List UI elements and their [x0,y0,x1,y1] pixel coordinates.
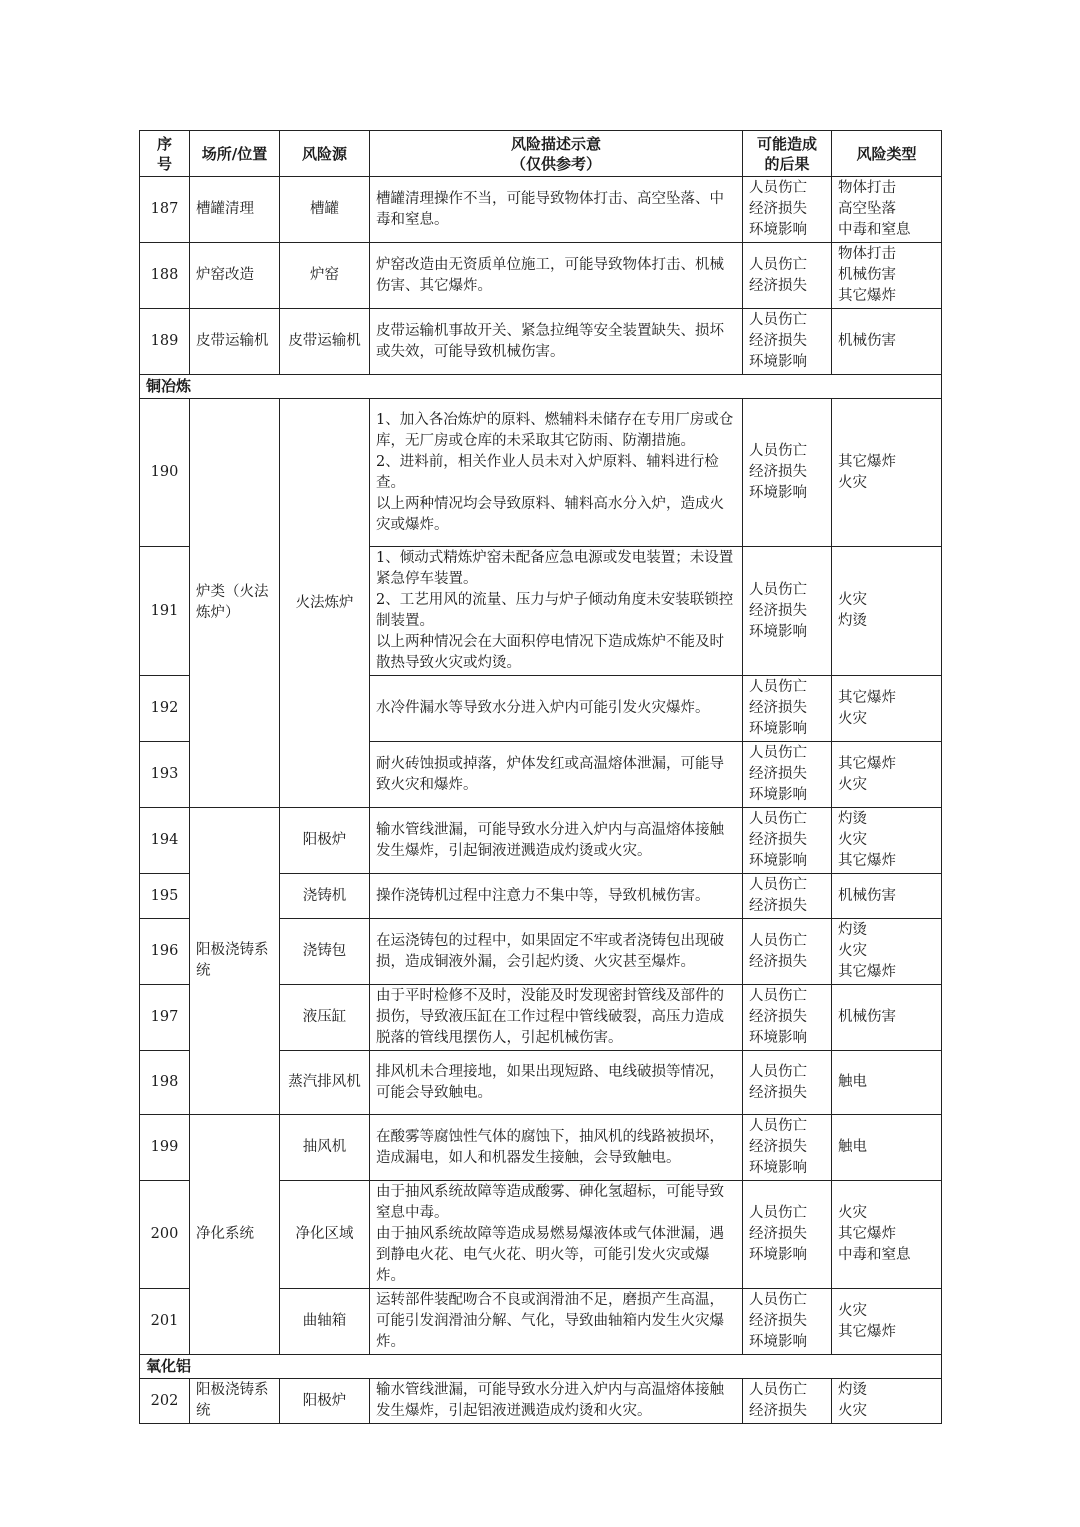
consequence-item: 人员伤亡 [749,1063,807,1080]
row-no: 202 [140,1379,190,1424]
row-type [832,243,942,309]
section-row [140,375,942,399]
type-item: 灼烫 [838,811,867,827]
header-location: 场所/位置 [190,131,280,177]
row-type [832,399,942,547]
row-desc [370,399,743,547]
type-item: 火灾 [838,592,867,608]
type-item: 其它爆炸 [838,453,896,470]
consequence-item: 环境影响 [749,1247,807,1263]
row-consequence [743,1051,832,1115]
consequence-item: 经济损失 [749,953,807,970]
type-item: 其它爆炸 [838,1323,896,1340]
consequence-item: 人员伤亡 [749,811,807,827]
desc-line: 2、工艺用风的流量、压力与炉子倾动角度未安装联锁控制装置。 [376,592,734,629]
desc-line: 皮带运输机事故开关、紧急拉绳等安全装置缺失、损坏或失效，可能导致机械伤害。 [376,322,724,360]
consequence-item: 环境影响 [749,721,807,737]
row-location: 槽罐清理 [190,177,280,243]
row-type [832,1181,942,1289]
type-item: 灼烫 [838,613,867,629]
row-consequence [743,1115,832,1181]
type-item: 触电 [838,1139,867,1155]
consequence-item: 人员伤亡 [749,1205,807,1221]
row-desc [370,1115,743,1181]
consequence-item: 经济损失 [749,700,807,716]
consequence-item: 环境影响 [749,787,807,803]
row-desc [370,1181,743,1289]
type-item: 中毒和窒息 [838,222,911,238]
row-consequence [743,808,832,874]
row-no: 196 [140,919,190,985]
consequence-item: 经济损失 [749,464,807,480]
header-consequence: 可能造成的后果 [743,131,832,177]
row-location: 净化系统 [190,1115,280,1355]
desc-line: 1、加入各冶炼炉的原料、燃辅料未储存在专用厂房或仓库，无厂房或仓库的未采取其它防雨、防潮措施。 [376,411,734,449]
type-item: 物体打击 [838,246,896,262]
row-no: 200 [140,1181,190,1289]
table-row [140,1115,942,1181]
table-row [140,399,942,547]
table-row [140,243,942,309]
consequence-item: 经济损失 [749,277,807,294]
row-consequence [743,985,832,1051]
row-location: 炉类（火法炼炉） [190,399,280,808]
desc-line: 在运浇铸包的过程中，如果固定不牢或者浇铸包出现破损，造成铜液外漏，会引起灼烫、火灾甚至爆炸。 [376,932,724,970]
header-no: 序号 [140,131,190,177]
row-source: 火法炼炉 [280,399,370,808]
consequence-item: 环境影响 [749,853,807,869]
header-source: 风险源 [280,131,370,177]
desc-line: 输水管线泄漏，可能导致水分进入炉内与高温熔体接触发生爆炸，引起铜液迸溅造成灼烫或火灾。 [376,821,724,859]
consequence-item: 环境影响 [749,485,807,501]
type-item: 火灾 [838,474,867,491]
type-item: 其它爆炸 [838,288,896,304]
row-desc [370,243,743,309]
type-item: 火灾 [838,1205,867,1221]
consequence-item: 经济损失 [749,1313,807,1329]
row-no: 192 [140,676,190,742]
row-source: 液压缸 [280,985,370,1051]
desc-line: 运转部件装配吻合不良或润滑油不足，磨损产生高温，可能引发润滑油分解、气化，导致曲轴箱内发生火灾爆炸。 [376,1292,724,1350]
row-no: 201 [140,1289,190,1355]
row-consequence [743,874,832,919]
row-type [832,1051,942,1115]
desc-line: 耐火砖蚀损或掉落，炉体发红或高温熔体泄漏，可能导致火灾和爆炸。 [376,755,724,793]
desc-line: 输水管线泄漏，可能导致水分进入炉内与高温熔体接触发生爆炸，引起铝液迸溅造成灼烫和火灾。 [376,1382,724,1419]
row-consequence [743,243,832,309]
type-item: 灼烫 [838,922,867,938]
consequence-item: 经济损失 [749,201,807,217]
row-location: 阳极浇铸系统 [190,808,280,1115]
consequence-item: 环境影响 [749,623,807,640]
table-row [140,177,942,243]
row-type [832,309,942,375]
type-item: 其它爆炸 [838,853,896,869]
row-type [832,177,942,243]
row-no: 195 [140,874,190,919]
consequence-item: 环境影响 [749,1160,807,1176]
row-source: 炉窑 [280,243,370,309]
row-no: 188 [140,243,190,309]
type-item: 其它爆炸 [838,755,896,772]
type-item: 火灾 [838,943,867,959]
consequence-item: 人员伤亡 [749,877,807,893]
header-desc-note: （仅供参考） [510,154,601,173]
consequence-item: 经济损失 [749,333,807,349]
header-type: 风险类型 [832,131,942,177]
row-source: 皮带运输机 [280,309,370,375]
consequence-item: 经济损失 [749,1139,807,1155]
row-type [832,547,942,676]
consequence-item: 人员伤亡 [749,180,807,196]
row-source: 浇铸包 [280,919,370,985]
type-item: 机械伤害 [838,1009,896,1025]
consequence-item: 环境影响 [749,1334,807,1350]
row-location: 炉窑改造 [190,243,280,309]
type-item: 火灾 [838,1403,867,1419]
header-desc [370,131,743,177]
type-item: 机械伤害 [838,267,896,283]
consequence-item: 人员伤亡 [749,312,807,328]
consequence-item: 人员伤亡 [749,932,807,949]
row-type [832,1115,942,1181]
section-row [140,1355,942,1379]
type-item: 灼烫 [838,1382,867,1398]
row-no: 194 [140,808,190,874]
type-item: 火灾 [838,776,867,793]
row-type [832,1289,942,1355]
consequence-item: 人员伤亡 [749,256,807,273]
row-consequence [743,919,832,985]
consequence-item: 环境影响 [749,1030,807,1046]
row-consequence [743,399,832,547]
header-row [140,131,942,177]
consequence-item: 环境影响 [749,222,807,238]
row-source: 曲轴箱 [280,1289,370,1355]
row-consequence [743,547,832,676]
row-desc [370,808,743,874]
consequence-item: 人员伤亡 [749,1292,807,1308]
row-source: 阳极炉 [280,1379,370,1424]
row-consequence [743,177,832,243]
row-type [832,808,942,874]
header-desc-title: 风险描述示意 [510,134,601,153]
row-consequence [743,1379,832,1424]
type-item: 高空坠落 [838,201,896,217]
row-source: 抽风机 [280,1115,370,1181]
desc-line: 2、进料前，相关作业人员未对入炉原料、辅料进行检查。 [376,453,719,491]
desc-line: 在酸雾等腐蚀性气体的腐蚀下，抽风机的线路被损坏，造成漏电，如人和机器发生接触，会导致触电。 [376,1128,724,1166]
consequence-item: 人员伤亡 [749,1382,807,1398]
row-desc [370,919,743,985]
consequence-item: 人员伤亡 [749,988,807,1004]
type-item: 其它爆炸 [838,964,896,980]
row-desc [370,547,743,676]
row-desc [370,676,743,742]
consequence-item: 经济损失 [749,1226,807,1242]
consequence-item: 经济损失 [749,1403,807,1419]
row-type [832,742,942,808]
row-consequence [743,676,832,742]
type-item: 火灾 [838,1302,867,1319]
row-no: 191 [140,547,190,676]
row-type [832,985,942,1051]
row-source: 槽罐 [280,177,370,243]
consequence-item: 经济损失 [749,898,807,914]
consequence-item: 经济损失 [749,602,807,619]
row-source: 净化区域 [280,1181,370,1289]
type-item: 触电 [838,1074,867,1090]
row-location: 皮带运输机 [190,309,280,375]
desc-line: 排风机未合理接地，如果出现短路、电线破损等情况，可能会导致触电。 [376,1063,724,1101]
row-type [832,919,942,985]
row-desc [370,1051,743,1115]
desc-line: 由于抽风系统故障等造成酸雾、砷化氢超标，可能导致窒息中毒。 [376,1184,724,1221]
type-item: 火灾 [838,832,867,848]
row-location: 阳极浇铸系统 [190,1379,280,1424]
type-item: 其它爆炸 [838,1226,896,1242]
table-row [140,808,942,874]
section-copper: 铜冶炼 [140,375,942,399]
desc-line: 以上两种情况均会导致原料、辅料高水分入炉，造成火灾或爆炸。 [376,495,724,533]
type-item: 中毒和窒息 [838,1247,911,1263]
row-no: 193 [140,742,190,808]
row-no: 199 [140,1115,190,1181]
row-desc [370,874,743,919]
consequence-item: 人员伤亡 [749,679,807,695]
desc-line: 炉窑改造由无资质单位施工，可能导致物体打击、机械伤害、其它爆炸。 [376,256,724,294]
desc-line: 由于平时检修不及时，没能及时发现密封管线及部件的损伤，导致液压缸在工作过程中管线破裂，高压力造成脱落的管线甩摆伤人，引起机械伤害。 [376,988,724,1046]
desc-line: 以上两种情况会在大面积停电情况下造成炼炉不能及时散热导致火灾或灼烫。 [376,634,724,671]
row-desc [370,177,743,243]
row-desc [370,1379,743,1424]
row-consequence [743,742,832,808]
table-row [140,1379,942,1424]
table-row [140,309,942,375]
row-desc [370,1289,743,1355]
row-type [832,676,942,742]
row-type [832,874,942,919]
desc-line: 槽罐清理操作不当，可能导致物体打击、高空坠落、中毒和窒息。 [376,190,724,228]
row-no: 187 [140,177,190,243]
consequence-item: 经济损失 [749,766,807,782]
row-consequence [743,1289,832,1355]
type-item: 物体打击 [838,180,896,196]
desc-line: 由于抽风系统故障等造成易燃易爆液体或气体泄漏，遇到静电火花、电气火花、明火等，可能引发火灾或爆炸。 [376,1226,724,1284]
row-source: 蒸汽排风机 [280,1051,370,1115]
desc-line: 操作浇铸机过程中注意力不集中等，导致机械伤害。 [376,887,710,904]
desc-line: 1、倾动式精炼炉窑未配备应急电源或发电装置；未设置紧急停车装置。 [376,550,734,587]
row-no: 197 [140,985,190,1051]
consequence-item: 人员伤亡 [749,1118,807,1134]
risk-table [139,130,942,1424]
row-no: 198 [140,1051,190,1115]
consequence-item: 环境影响 [749,354,807,370]
consequence-item: 人员伤亡 [749,745,807,761]
desc-line: 水冷件漏水等导致水分进入炉内可能引发火灾爆炸。 [376,700,710,716]
row-type [832,1379,942,1424]
consequence-item: 经济损失 [749,1009,807,1025]
row-desc [370,742,743,808]
row-no: 190 [140,399,190,547]
section-alumina: 氧化铝 [140,1355,942,1379]
row-consequence [743,309,832,375]
row-source: 浇铸机 [280,874,370,919]
row-desc [370,309,743,375]
type-item: 机械伤害 [838,887,896,904]
type-item: 火灾 [838,710,867,727]
row-desc [370,985,743,1051]
type-item: 机械伤害 [838,333,896,349]
row-no: 189 [140,309,190,375]
type-item: 其它爆炸 [838,689,896,706]
consequence-item: 经济损失 [749,1084,807,1101]
consequence-item: 人员伤亡 [749,581,807,598]
consequence-item: 经济损失 [749,832,807,848]
row-consequence [743,1181,832,1289]
row-source: 阳极炉 [280,808,370,874]
consequence-item: 人员伤亡 [749,443,807,459]
